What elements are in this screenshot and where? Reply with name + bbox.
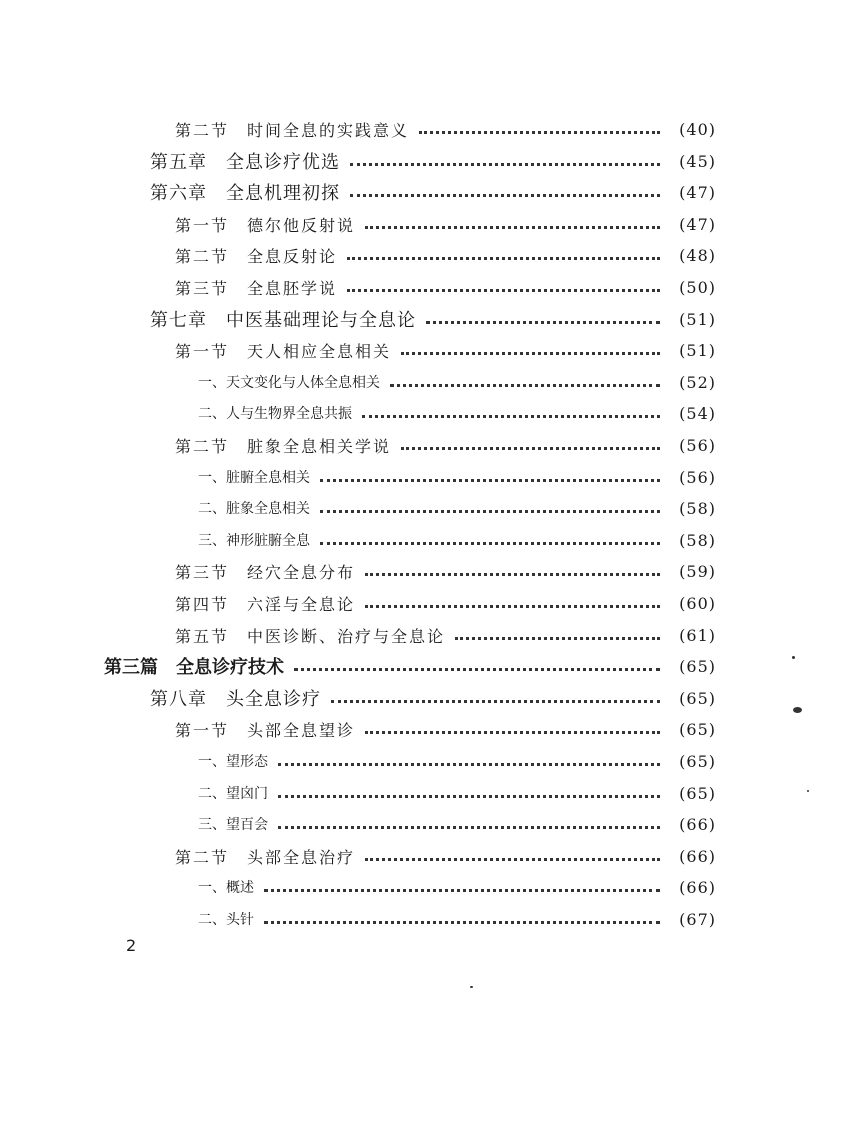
toc-entry-page: (58) — [679, 498, 716, 518]
toc-entry-label: 第二节 全息反射论 — [175, 246, 338, 266]
toc-entry-page: (51) — [679, 309, 716, 329]
toc-entry-page: (67) — [679, 909, 716, 929]
toc-entry-label: 第七章 中医基础理论与全息论 — [150, 310, 416, 331]
toc-entry-chapter — [150, 146, 716, 176]
toc-entry-page: (65) — [679, 751, 716, 771]
toc-entry-label: 第二节 头部全息治疗 — [175, 847, 356, 867]
dot-leader — [278, 812, 660, 829]
dot-leader — [264, 907, 660, 924]
toc-entry-section — [175, 620, 716, 650]
dot-leader — [401, 338, 660, 355]
dot-leader — [365, 559, 660, 576]
toc-entry-item — [198, 872, 716, 902]
toc-entry-label: 第二节 脏象全息相关学说 — [175, 436, 392, 456]
toc-entry-label: 第一节 德尔他反射说 — [175, 215, 356, 235]
toc-entry-page: (56) — [679, 435, 716, 455]
dot-leader — [390, 370, 660, 387]
dot-leader — [331, 686, 660, 703]
toc-entry-label: 二、望囟门 — [198, 786, 268, 802]
toc-entry-page: (52) — [679, 372, 716, 392]
toc-entry-page: (66) — [679, 877, 716, 897]
toc-entry-item — [198, 746, 716, 776]
toc-entry-item — [198, 462, 716, 492]
toc-entry-label: 一、概述 — [198, 880, 254, 896]
toc-entry-section — [175, 841, 716, 871]
dot-leader — [294, 654, 660, 671]
dot-leader — [365, 212, 660, 229]
toc-entry-part — [104, 651, 716, 681]
toc-entry-page: (47) — [679, 214, 716, 234]
toc-entry-section — [175, 556, 716, 586]
toc-entry-label: 一、望形态 — [198, 754, 268, 770]
toc-entry-page: (47) — [679, 182, 716, 202]
toc-entry-label: 第一节 头部全息望诊 — [175, 720, 356, 740]
toc-entry-page: (65) — [679, 783, 716, 803]
toc-entry-page: (65) — [679, 688, 716, 708]
toc-entry-item — [198, 525, 716, 555]
toc-entry-label: 三、神形脏腑全息 — [198, 533, 310, 549]
toc-entry-chapter — [150, 304, 716, 334]
toc-entry-page: (45) — [679, 151, 716, 171]
scan-speck — [793, 707, 802, 713]
toc-entry-label: 第八章 头全息诊疗 — [150, 689, 321, 710]
toc-entry-item — [198, 367, 716, 397]
toc-entry-label: 第四节 六淫与全息论 — [175, 594, 356, 614]
toc-entry-item — [198, 904, 716, 934]
dot-leader — [365, 591, 660, 608]
toc-entry-label: 第三篇 全息诊疗技术 — [104, 657, 284, 678]
toc-entry-page: (50) — [679, 277, 716, 297]
dot-leader — [347, 243, 660, 260]
toc-entry-label: 第五节 中医诊断、治疗与全息论 — [175, 626, 446, 646]
dot-leader — [401, 433, 660, 450]
toc-entry-label: 第六章 全息机理初探 — [150, 183, 340, 204]
toc-entry-item — [198, 493, 716, 523]
dot-leader — [278, 781, 660, 798]
dot-leader — [426, 307, 660, 324]
scan-speck — [470, 986, 473, 988]
toc-entry-page: (65) — [679, 719, 716, 739]
toc-entry-page: (40) — [679, 119, 716, 139]
dot-leader — [350, 149, 660, 166]
scan-speck — [807, 790, 809, 792]
toc-entry-label: 第一节 天人相应全息相关 — [175, 341, 392, 361]
dot-leader — [320, 528, 660, 545]
toc-entry-section — [175, 714, 716, 744]
toc-entry-label: 一、脏腑全息相关 — [198, 470, 310, 486]
dot-leader — [455, 623, 660, 640]
dot-leader — [365, 717, 660, 734]
toc-entry-label: 三、望百会 — [198, 817, 268, 833]
toc-entry-label: 二、人与生物界全息共振 — [198, 406, 352, 422]
dot-leader — [419, 117, 660, 134]
dot-leader — [362, 401, 660, 418]
page-number: 2 — [126, 936, 137, 955]
toc-entry-page: (58) — [679, 530, 716, 550]
toc-entry-page: (59) — [679, 561, 716, 581]
toc-entry-section — [175, 588, 716, 618]
toc-entry-page: (66) — [679, 846, 716, 866]
toc-entry-section — [175, 335, 716, 365]
toc-entry-page: (51) — [679, 340, 716, 360]
dot-leader — [278, 749, 660, 766]
toc-entry-section — [175, 114, 716, 144]
dot-leader — [320, 465, 660, 482]
dot-leader — [350, 180, 660, 197]
toc-entry-label: 二、头针 — [198, 912, 254, 928]
toc-entry-section — [175, 272, 716, 302]
scan-speck — [792, 656, 795, 659]
toc-entry-page: (65) — [679, 656, 716, 676]
toc-entry-chapter — [150, 177, 716, 207]
toc-entry-chapter — [150, 683, 716, 713]
toc-entry-label: 一、天文变化与人体全息相关 — [198, 375, 380, 391]
dot-leader — [264, 875, 660, 892]
toc-entry-section — [175, 430, 716, 460]
toc-entry-page: (61) — [679, 625, 716, 645]
toc-entry-label: 第三节 全息胚学说 — [175, 278, 338, 298]
toc-entry-page: (54) — [679, 403, 716, 423]
toc-entry-page: (56) — [679, 467, 716, 487]
toc-entry-label: 第三节 经穴全息分布 — [175, 562, 356, 582]
toc-entry-label: 二、脏象全息相关 — [198, 501, 310, 517]
toc-entry-page: (66) — [679, 814, 716, 834]
toc-entry-section — [175, 209, 716, 239]
toc-entry-page: (48) — [679, 245, 716, 265]
toc-entry-section — [175, 240, 716, 270]
toc-entry-item — [198, 398, 716, 428]
dot-leader — [347, 275, 660, 292]
toc-entry-label: 第二节 时间全息的实践意义 — [175, 120, 410, 140]
toc-entry-item — [198, 809, 716, 839]
toc-entry-page: (60) — [679, 593, 716, 613]
toc-entry-item — [198, 778, 716, 808]
dot-leader — [320, 496, 660, 513]
dot-leader — [365, 844, 660, 861]
toc-entry-label: 第五章 全息诊疗优选 — [150, 152, 340, 173]
